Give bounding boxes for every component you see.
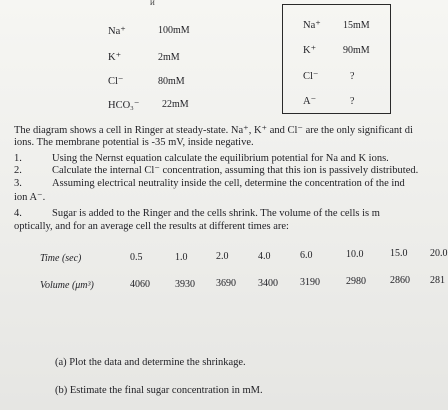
time-value: 1.0 [175,252,188,263]
outside-ion-hco3: HCO₃⁻ [108,100,140,111]
q2-number: 2. [14,165,22,176]
time-value: 4.0 [258,251,271,262]
q4-number: 4. [14,208,22,219]
volume-value: 2980 [346,276,366,287]
q3-continuation: ion A⁻. [14,192,46,203]
q1-text: Using the Nernst equation calculate the equilibrium potential for Na and K ions. [52,153,389,164]
part-b: (b) Estimate the final sugar concentration in mM. [55,385,263,396]
inside-conc-na: 15mM [343,20,370,31]
inside-ion-k: K⁺ [303,45,317,56]
outside-conc-cl: 80mM [158,76,185,87]
outside-ion-k: K⁺ [108,52,122,63]
time-value: 0.5 [130,252,143,263]
inside-ion-a: A⁻ [303,96,317,107]
time-value: 2.0 [216,251,229,262]
time-value: 10.0 [346,249,364,260]
volume-value: 4060 [130,279,150,290]
inside-conc-k: 90mM [343,45,370,56]
inside-ion-cl: Cl⁻ [303,71,319,82]
q3-number: 3. [14,178,22,189]
volume-value: 2860 [390,275,410,286]
q1-number: 1. [14,153,22,164]
q3-text: Assuming electrical neutrality inside the cell, determine the concentration of the ind [52,178,405,189]
q4-text: Sugar is added to the Ringer and the cells shrink. The volume of the cells is m [52,208,380,219]
inside-ion-na: Na⁺ [303,20,321,31]
q4-continuation: optically, and for an average cell the results at different times are: [14,221,289,232]
volume-label: Volume (μm³) [40,280,94,291]
pen-mark: ᴎ [150,0,155,7]
inside-conc-cl: ? [350,71,355,82]
intro-line-2: ions. The membrane potential is -35 mV, inside negative. [14,137,254,148]
outside-conc-k: 2mM [158,52,180,63]
part-a: (a) Plot the data and determine the shrinkage. [55,357,246,368]
cell-diagram-box [282,4,391,114]
q2-text: Calculate the internal Cl⁻ concentration, assuming that this ion is passively distributed. [52,165,419,176]
outside-conc-hco3: 22mM [162,99,189,110]
inside-conc-a: ? [350,96,355,107]
time-label: Time (sec) [40,253,82,264]
time-value: 20.0 [430,248,448,259]
time-value: 6.0 [300,250,313,261]
volume-value: 281 [430,275,445,286]
outside-ion-na: Na⁺ [108,26,126,37]
volume-value: 3930 [175,279,195,290]
outside-ion-cl: Cl⁻ [108,76,124,87]
time-value: 15.0 [390,248,408,259]
volume-value: 3400 [258,278,278,289]
volume-value: 3190 [300,277,320,288]
volume-value: 3690 [216,278,236,289]
outside-conc-na: 100mM [158,25,190,36]
intro-line-1: The diagram shows a cell in Ringer at steady-state. Na⁺, K⁺ and Cl⁻ are the only significant di [14,125,413,136]
